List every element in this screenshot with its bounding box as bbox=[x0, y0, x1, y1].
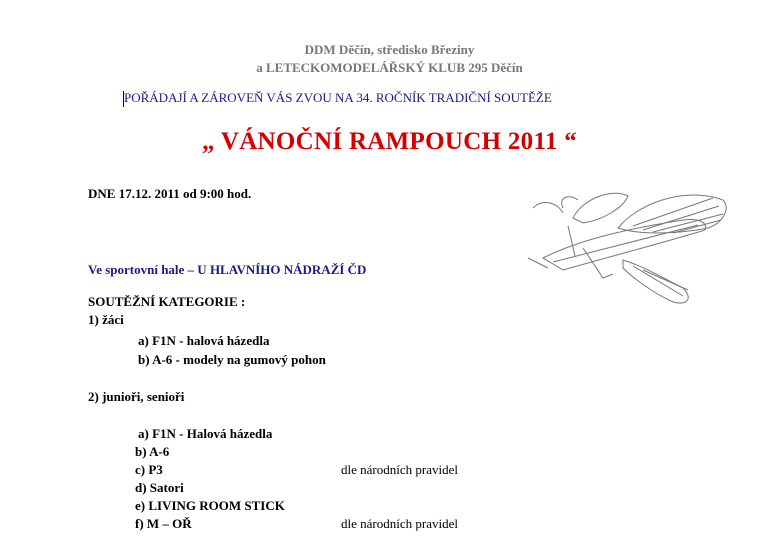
invitation-text: POŘÁDAJÍ A ZÁROVEŇ VÁS ZVOU NA 34. ROČNÍK TRADIČNÍ SOUTĚŽE bbox=[124, 90, 552, 105]
rules-note: dle národních pravidel bbox=[341, 462, 458, 477]
organizer-line-2: a LETECKOMODELÁŘSKÝ KLUB 295 Děčín bbox=[256, 60, 523, 75]
event-venue: Ve sportovní hale – U HLAVNÍHO NÁDRAŽÍ ČD bbox=[88, 262, 367, 277]
list-item: f) M – OŘ bbox=[135, 516, 192, 531]
list-item: e) LIVING ROOM STICK bbox=[135, 498, 285, 513]
list-item: b) A-6 - modely na gumový pohon bbox=[138, 352, 326, 367]
category-group-juniors: 1) žáci bbox=[88, 312, 124, 327]
model-airplane-sketch-icon bbox=[523, 178, 735, 314]
list-item: b) A-6 bbox=[135, 444, 170, 459]
list-item: c) P3 bbox=[135, 462, 163, 477]
event-date: DNE 17.12. 2011 od 9:00 hod. bbox=[88, 186, 252, 201]
list-item: a) F1N - Halová házedla bbox=[138, 426, 273, 441]
category-group-seniors: 2) junioři, senioři bbox=[88, 389, 185, 404]
list-item: a) F1N - halová házedla bbox=[138, 333, 270, 348]
categories-heading: SOUTĚŽNÍ KATEGORIE : bbox=[88, 294, 246, 309]
list-item: d) Satori bbox=[135, 480, 184, 495]
event-title: „ VÁNOČNÍ RAMPOUCH 2011 “ bbox=[201, 128, 578, 155]
rules-note: dle národních pravidel bbox=[341, 516, 458, 531]
organizer-line-1: DDM Děčín, středisko Březiny bbox=[304, 42, 475, 57]
